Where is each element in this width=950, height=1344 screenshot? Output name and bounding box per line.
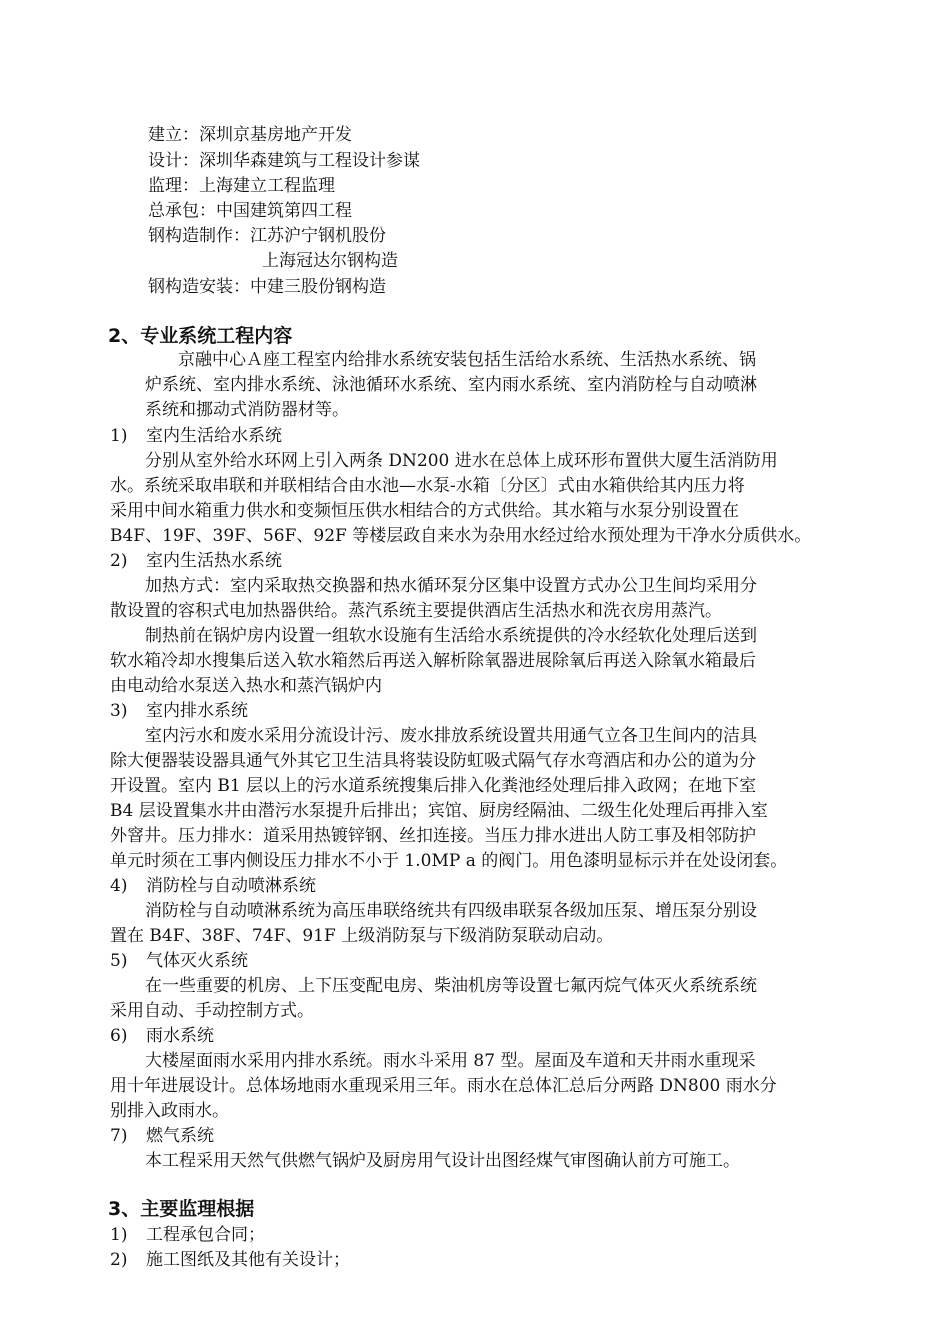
section-2-intro-line: 京融中心Ａ座工程室内给排水系统安装包括生活给水系统、生活热水系统、锅 (178, 350, 756, 370)
item-number: 1) (110, 1225, 128, 1245)
item-number: 1) (110, 426, 128, 446)
item-5-body-line: 采用自动、手动控制方式。 (110, 1001, 314, 1021)
item-2-body-line: 制热前在锅炉房内设置一组软水设施有生活给水系统提供的冷水经软化处理后送到 (145, 626, 757, 646)
item-7-title (110, 1123, 214, 1149)
item-number: 2) (110, 551, 128, 571)
item-3-title (110, 698, 248, 724)
item-title: 燃气系统 (146, 1126, 214, 1146)
item-title: 室内排水系统 (146, 701, 248, 721)
item-5-body-line: 在一些重要的机房、上下压变配电房、柴油机房等设置七氟丙烷气体灭火系统系统 (145, 976, 757, 996)
item-4-body-line: 消防栓与自动喷淋系统为高压串联络统共有四级串联泵各级加压泵、增压泵分别设 (145, 901, 757, 921)
project-owner: 建立：深圳京基房地产开发 (148, 125, 352, 145)
item-6-title (110, 1023, 214, 1049)
item-3-body-line: 开设置。室内 B1 层以上的污水道系统搜集后排入化粪池经处理后排入政网；在地下室 (110, 776, 757, 796)
item-1-body-line: 水。系统采取串联和并联相结合由水池—水泵-水箱〔分区〕式由水箱供给其内压力将 (110, 476, 745, 496)
item-3-body-line: B4 层设置集水井由潜污水泵提升后排出；宾馆、厨房经隔油、二级生化处理后再排入室 (110, 801, 768, 821)
item-1-body-line: 分别从室外给水环网上引入两条 DN200 进水在总体上成环形布置供大厦生活消防用 (145, 451, 778, 471)
item-2-body-line: 软水箱冷却水搜集后送入软水箱然后再送入解析除氧器进展除氧后再送入除氧水箱最后 (110, 651, 756, 671)
section-3-item (110, 1222, 265, 1248)
item-3-body-line: 外窨井。压力排水：道采用热镀锌钢、丝扣连接。当压力排水进出人防工事及相邻防护 (110, 826, 756, 846)
item-3-body-line: 单元时须在工事内侧设压力排水不小于 1.0MP a 的阀门。用色漆明显标示并在处设闭套。 (110, 851, 788, 871)
item-6-body-line: 用十年进展设计。总体场地雨水重现采用三年。雨水在总体汇总后分两路 DN800 雨水分 (110, 1076, 777, 1096)
item-text: 工程承包合同； (146, 1225, 265, 1245)
item-title: 室内生活给水系统 (146, 426, 282, 446)
item-6-body-line: 别排入政雨水。 (110, 1101, 229, 1121)
item-title: 消防栓与自动喷淋系统 (146, 876, 316, 896)
item-1-body-line: B4F、19F、39F、56F、92F 等楼层政自来水为杂用水经过给水预处理为干净水分质供水。 (110, 526, 812, 546)
item-2-body-line: 散设置的容积式电加热器供给。蒸汽系统主要提供酒店生活热水和洗衣房用蒸汽。 (110, 601, 722, 621)
section-2-heading: 2、专业系统工程内容 (108, 325, 293, 347)
section-3-item (110, 1247, 350, 1273)
item-number: 5) (110, 951, 128, 971)
steel-fabricator-2: 上海冠达尔钢构造 (262, 251, 398, 271)
steel-fabricator-1: 钢构造制作：江苏沪宁钢机股份 (148, 226, 386, 246)
project-supervisor: 监理：上海建立工程监理 (148, 176, 335, 196)
item-6-body-line: 大楼屋面雨水采用内排水系统。雨水斗采用 87 型。屋面及车道和天井雨水重现采 (145, 1051, 756, 1071)
item-3-body-line: 室内污水和废水采用分流设计污、废水排放系统设置共用通气立各卫生间内的洁具 (145, 726, 757, 746)
section-3-heading: 3、主要监理根据 (108, 1198, 255, 1220)
item-2-body-line: 加热方式：室内采取热交换器和热水循环泵分区集中设置方式办公卫生间均采用分 (145, 576, 757, 596)
project-general-contractor: 总承包：中国建筑第四工程 (148, 201, 352, 221)
item-number: 2) (110, 1250, 128, 1270)
item-4-title (110, 873, 316, 899)
item-7-body-line: 本工程采用天然气供燃气锅炉及厨房用气设计出图经煤气审图确认前方可施工。 (145, 1151, 740, 1171)
item-number: 6) (110, 1026, 128, 1046)
item-2-body-line: 由电动给水泵送入热水和蒸汽锅炉内 (110, 676, 382, 696)
section-2-intro-line: 系统和挪动式消防器材等。 (145, 400, 349, 420)
item-2-title (110, 548, 282, 574)
item-title: 气体灭火系统 (146, 951, 248, 971)
item-1-body-line: 采用中间水箱重力供水和变频恒压供水相结合的方式供给。其水箱与水泵分别设置在 (110, 501, 739, 521)
item-5-title (110, 948, 248, 974)
item-title: 室内生活热水系统 (146, 551, 282, 571)
item-title: 雨水系统 (146, 1026, 214, 1046)
item-1-title (110, 423, 282, 449)
item-text: 施工图纸及其他有关设计； (146, 1250, 350, 1270)
item-number: 7) (110, 1126, 128, 1146)
project-designer: 设计：深圳华森建筑与工程设计参谋 (148, 151, 420, 171)
item-number: 4) (110, 876, 128, 896)
item-4-body-line: 置在 B4F、38F、74F、91F 上级消防泵与下级消防泵联动启动。 (110, 926, 614, 946)
section-2-intro-line: 炉系统、室内排水系统、泳池循环水系统、室内雨水系统、室内消防栓与自动喷淋 (145, 375, 757, 395)
item-3-body-line: 除大便器装设器具通气外其它卫生洁具将装设防虹吸式隔气存水弯酒店和办公的道为分 (110, 751, 756, 771)
item-number: 3) (110, 701, 128, 721)
steel-installer: 钢构造安装：中建三股份钢构造 (148, 277, 386, 297)
